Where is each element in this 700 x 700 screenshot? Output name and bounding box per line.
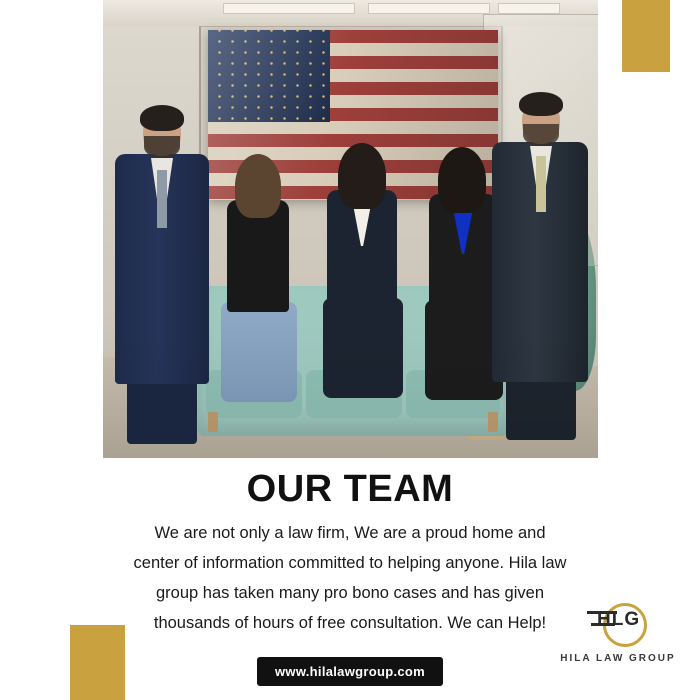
trousers	[323, 298, 403, 398]
hair	[438, 147, 486, 213]
team-photo	[103, 0, 598, 458]
beard	[144, 136, 180, 158]
beard	[523, 124, 559, 146]
logo-wordmark: HILA LAW GROUP	[560, 653, 676, 664]
ceiling-light	[223, 3, 355, 14]
ceiling-light	[368, 3, 490, 14]
logo-monogram: HLG	[597, 609, 641, 630]
person-seated-woman-left	[215, 160, 301, 400]
hair	[235, 154, 281, 218]
person-seated-woman-center	[317, 150, 409, 400]
logo-mark-icon	[587, 601, 649, 647]
jeans	[221, 302, 297, 402]
body-paragraph: We are not only a law firm, We are a proud home and center of information committed to helping anyone. Hila law group has taken many pro bono cases and has given thousands of hours of free consultation. We can Help!	[133, 524, 567, 632]
page-title: OUR TEAM	[246, 468, 454, 510]
brand-logo	[558, 601, 678, 664]
hair	[140, 105, 184, 131]
person-standing-man-left	[113, 110, 209, 440]
hair	[519, 92, 563, 116]
gold-accent-block-top-right	[622, 0, 670, 72]
person-standing-man-right	[490, 98, 590, 438]
sofa-leg	[208, 412, 218, 432]
necktie	[536, 156, 546, 212]
website-url-badge[interactable]: www.hilalawgroup.com	[257, 657, 443, 686]
hair	[338, 143, 386, 209]
ceiling-light	[498, 3, 560, 14]
necktie	[157, 170, 167, 228]
gold-accent-block-bottom-left	[70, 625, 125, 700]
